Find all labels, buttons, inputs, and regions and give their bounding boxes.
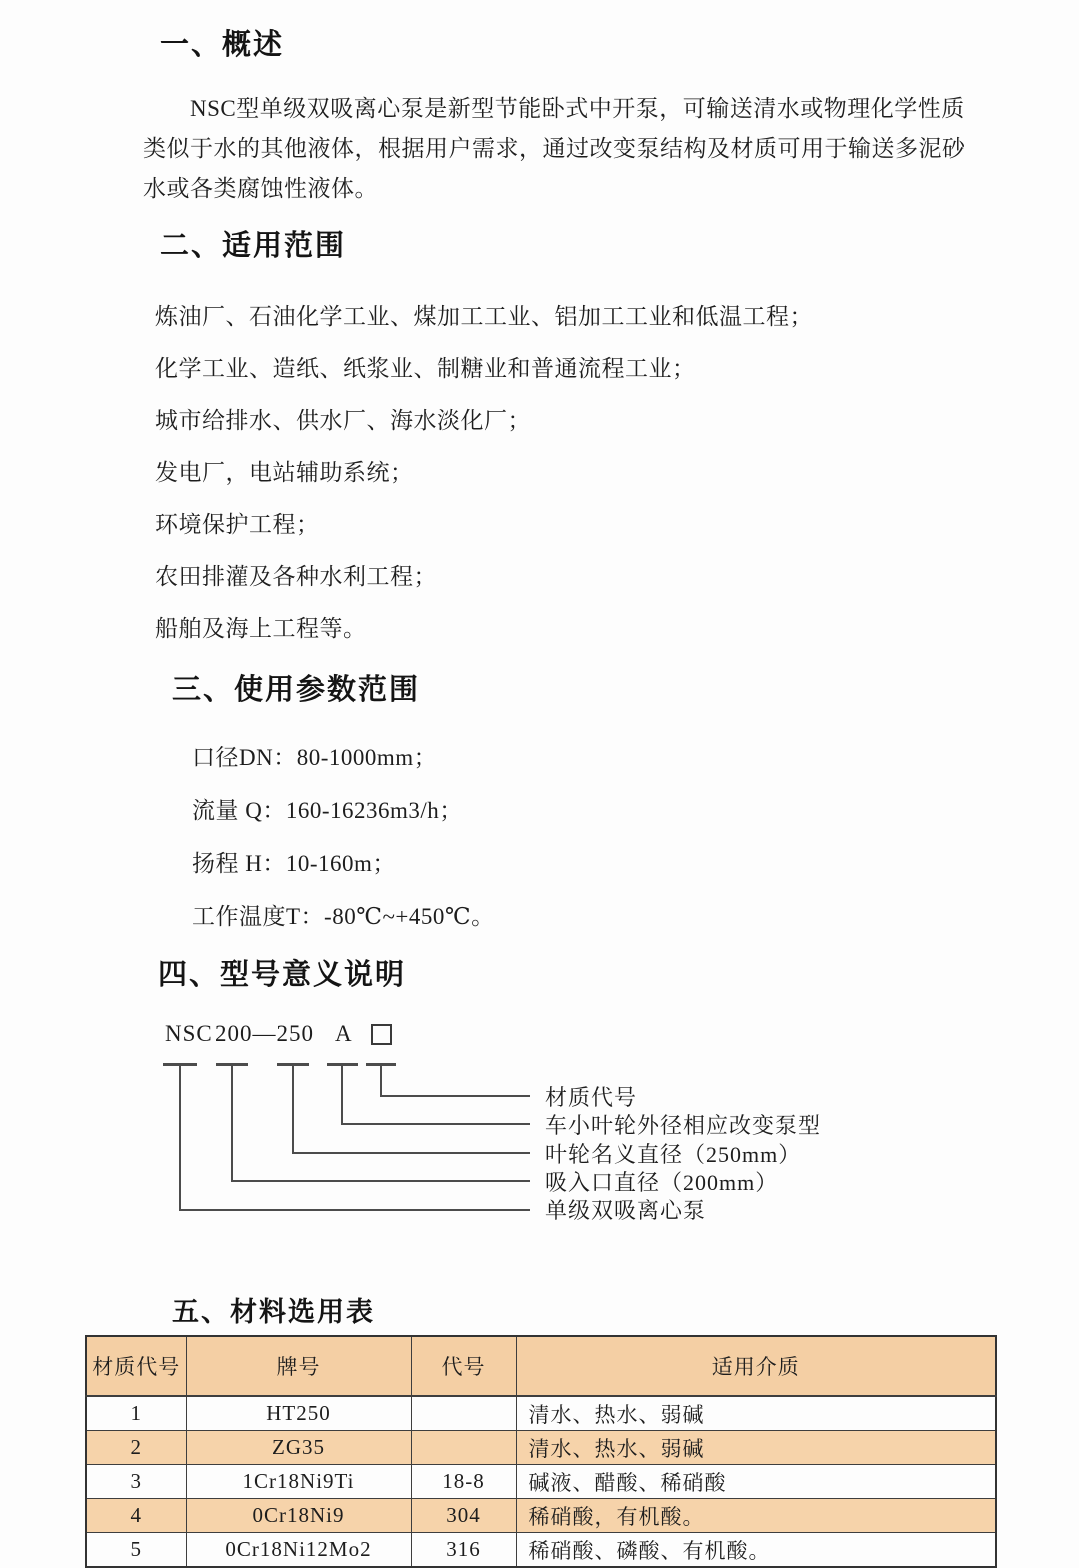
model-connector-line	[292, 1152, 530, 1154]
cell-grade: 0Cr18Ni9	[186, 1499, 411, 1533]
cell-code: 316	[411, 1533, 516, 1568]
model-label-material-code: 材质代号	[545, 1085, 638, 1110]
application-item: 船舶及海上工程等。	[155, 616, 367, 641]
table-row	[86, 1533, 996, 1568]
table-row	[86, 1465, 996, 1499]
table-row	[86, 1431, 996, 1465]
model-stem-line	[380, 1065, 382, 1097]
application-item: 化学工业、造纸、纸浆业、制糖业和普通流程工业；	[155, 356, 696, 381]
cell-grade: 0Cr18Ni12Mo2	[186, 1533, 411, 1568]
table-header-row	[86, 1336, 996, 1396]
section-heading-material-table: 五、材料选用表	[172, 1297, 375, 1327]
cell-medium: 稀硝酸、磷酸、有机酸。	[516, 1533, 996, 1568]
cell-grade: 1Cr18Ni9Ti	[186, 1465, 411, 1499]
application-item: 炼油厂、石油化学工业、煤加工工业、铝加工工业和低温工程；	[155, 304, 813, 329]
section-heading-application-scope: 二、适用范围	[160, 230, 347, 262]
model-material-code-box	[371, 1024, 392, 1045]
parameter-item-head: 扬程 H：10-160m；	[192, 851, 396, 876]
cell-medium: 清水、热水、弱碱	[516, 1396, 996, 1431]
model-part-series: NSC	[165, 1021, 213, 1046]
model-part-variant: A	[335, 1021, 353, 1046]
model-part-size: 200—250	[215, 1021, 314, 1046]
application-item: 发电厂，电站辅助系统；	[155, 460, 414, 485]
model-meaning-diagram	[0, 993, 1079, 1225]
model-label-pump-type: 单级双吸离心泵	[545, 1198, 707, 1223]
column-header-grade: 牌号	[186, 1336, 411, 1396]
model-label-impeller-diameter: 叶轮名义直径（250mm）	[545, 1142, 802, 1167]
overview-paragraph: NSC型单级双吸离心泵是新型节能卧式中开泵，可输送清水或物理化学性质类似于水的其他液体，根据用户需求，通过改变泵结构及材质可用于输送多泥砂水或各类腐蚀性液体。	[143, 96, 966, 201]
model-connector-line	[341, 1123, 530, 1125]
model-connector-line	[380, 1095, 530, 1097]
cell-material-code: 5	[86, 1533, 186, 1568]
parameter-item-diameter: 口径DN：80-1000mm；	[192, 745, 438, 770]
material-selection-table	[85, 1335, 997, 1568]
section-heading-overview: 一、概述	[160, 29, 285, 61]
cell-material-code: 2	[86, 1431, 186, 1465]
cell-material-code: 1	[86, 1396, 186, 1431]
model-connector-line	[179, 1209, 530, 1211]
model-stem-line	[179, 1065, 181, 1211]
application-item: 环境保护工程；	[155, 512, 320, 537]
table-row	[86, 1499, 996, 1533]
section-heading-model-meaning: 四、型号意义说明	[158, 959, 407, 991]
model-label-trimmed-impeller: 车小叶轮外径相应改变泵型	[545, 1113, 822, 1138]
section-heading-parameter-range: 三、使用参数范围	[172, 674, 421, 706]
cell-grade: HT250	[186, 1396, 411, 1431]
parameter-item-temperature: 工作温度T：-80℃~+450℃。	[192, 904, 495, 929]
model-stem-line	[341, 1065, 343, 1125]
cell-medium: 清水、热水、弱碱	[516, 1431, 996, 1465]
cell-code	[411, 1396, 516, 1431]
model-label-suction-diameter: 吸入口直径（200mm）	[545, 1170, 779, 1195]
table-row	[86, 1396, 996, 1431]
cell-medium: 稀硝酸，有机酸。	[516, 1499, 996, 1533]
model-connector-line	[231, 1180, 530, 1182]
cell-grade: ZG35	[186, 1431, 411, 1465]
column-header-code: 代号	[411, 1336, 516, 1396]
model-stem-line	[292, 1065, 294, 1154]
column-header-applicable-medium: 适用介质	[516, 1336, 996, 1396]
cell-code	[411, 1431, 516, 1465]
application-item: 农田排灌及各种水利工程；	[155, 564, 437, 589]
cell-material-code: 4	[86, 1499, 186, 1533]
cell-code: 304	[411, 1499, 516, 1533]
model-stem-line	[231, 1065, 233, 1182]
column-header-material-code: 材质代号	[86, 1336, 186, 1396]
cell-code: 18-8	[411, 1465, 516, 1499]
application-item: 城市给排水、供水厂、海水淡化厂；	[155, 408, 531, 433]
parameter-item-flow: 流量 Q：160-16236m3/h；	[192, 798, 463, 823]
cell-material-code: 3	[86, 1465, 186, 1499]
cell-medium: 碱液、醋酸、稀硝酸	[516, 1465, 996, 1499]
